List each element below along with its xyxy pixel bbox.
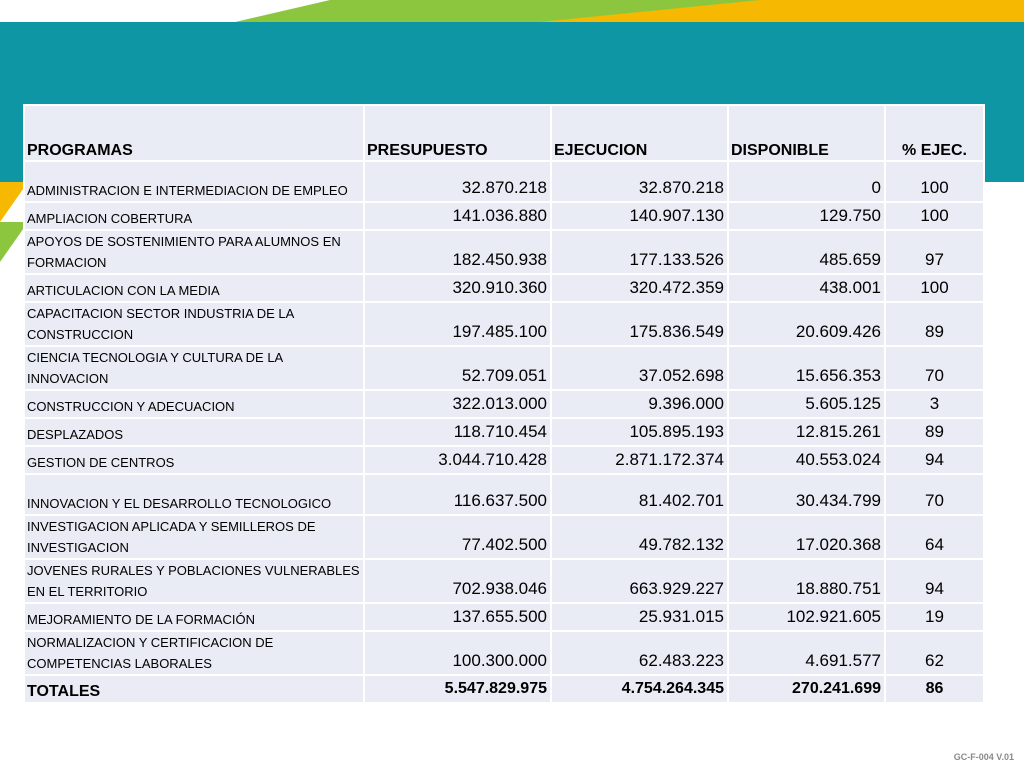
pct-cell: 100 — [885, 161, 984, 202]
disponible-cell: 12.815.261 — [728, 418, 885, 446]
total-disponible: 270.241.699 — [728, 675, 885, 703]
disponible-cell: 17.020.368 — [728, 515, 885, 559]
header-pct-ejec: % EJEC. — [885, 105, 984, 161]
ejecucion-cell: 81.402.701 — [551, 474, 728, 515]
total-pct: 86 — [885, 675, 984, 703]
disponible-cell: 5.605.125 — [728, 390, 885, 418]
ejecucion-cell: 37.052.698 — [551, 346, 728, 390]
table-row — [24, 418, 984, 446]
program-name: NORMALIZACION Y CERTIFICACION DE COMPETENCIAS LABORALES — [24, 631, 364, 675]
presupuesto-cell: 52.709.051 — [364, 346, 551, 390]
program-name: CIENCIA TECNOLOGIA Y CULTURA DE LA INNOVACION — [24, 346, 364, 390]
presupuesto-cell: 182.450.938 — [364, 230, 551, 274]
ejecucion-cell: 175.836.549 — [551, 302, 728, 346]
pct-cell: 3 — [885, 390, 984, 418]
pct-cell: 62 — [885, 631, 984, 675]
table-row — [24, 631, 984, 675]
disponible-cell: 4.691.577 — [728, 631, 885, 675]
program-name: APOYOS DE SOSTENIMIENTO PARA ALUMNOS EN FORMACION — [24, 230, 364, 274]
pct-cell: 19 — [885, 603, 984, 631]
program-name: JOVENES RURALES Y POBLACIONES VULNERABLES EN EL TERRITORIO — [24, 559, 364, 603]
disponible-cell: 485.659 — [728, 230, 885, 274]
disponible-cell: 20.609.426 — [728, 302, 885, 346]
program-name: AMPLIACION COBERTURA — [24, 202, 364, 230]
pct-cell: 100 — [885, 274, 984, 302]
ejecucion-cell: 2.871.172.374 — [551, 446, 728, 474]
table-row — [24, 559, 984, 603]
presupuesto-cell: 116.637.500 — [364, 474, 551, 515]
total-presupuesto: 5.547.829.975 — [364, 675, 551, 703]
ejecucion-cell: 320.472.359 — [551, 274, 728, 302]
presupuesto-cell: 118.710.454 — [364, 418, 551, 446]
pct-cell: 97 — [885, 230, 984, 274]
header-presupuesto: PRESUPUESTO — [364, 105, 551, 161]
ejecucion-cell: 105.895.193 — [551, 418, 728, 446]
disponible-cell: 438.001 — [728, 274, 885, 302]
table-row — [24, 390, 984, 418]
pct-cell: 89 — [885, 418, 984, 446]
table-row — [24, 161, 984, 202]
header-disponible: DISPONIBLE — [728, 105, 885, 161]
disponible-cell: 102.921.605 — [728, 603, 885, 631]
ejecucion-cell: 140.907.130 — [551, 202, 728, 230]
table-row — [24, 274, 984, 302]
table-row — [24, 302, 984, 346]
program-name: MEJORAMIENTO DE LA FORMACIÓN — [24, 603, 364, 631]
program-name: CAPACITACION SECTOR INDUSTRIA DE LA CONSTRUCCION — [24, 302, 364, 346]
table-row — [24, 346, 984, 390]
ejecucion-cell: 25.931.015 — [551, 603, 728, 631]
presupuesto-cell: 322.013.000 — [364, 390, 551, 418]
disponible-cell: 30.434.799 — [728, 474, 885, 515]
presupuesto-cell: 77.402.500 — [364, 515, 551, 559]
presupuesto-cell: 197.485.100 — [364, 302, 551, 346]
pct-cell: 94 — [885, 559, 984, 603]
disponible-cell: 40.553.024 — [728, 446, 885, 474]
table-row — [24, 202, 984, 230]
disponible-cell: 0 — [728, 161, 885, 202]
document-code: GC-F-004 V.01 — [953, 752, 1014, 762]
table-header-row — [24, 105, 984, 161]
presupuesto-cell: 3.044.710.428 — [364, 446, 551, 474]
presupuesto-cell: 137.655.500 — [364, 603, 551, 631]
presupuesto-cell: 702.938.046 — [364, 559, 551, 603]
table-row — [24, 446, 984, 474]
program-name: ADMINISTRACION E INTERMEDIACION DE EMPLEO — [24, 161, 364, 202]
header-programas: PROGRAMAS — [24, 105, 364, 161]
header-ejecucion: EJECUCION — [551, 105, 728, 161]
total-ejecucion: 4.754.264.345 — [551, 675, 728, 703]
presupuesto-cell: 320.910.360 — [364, 274, 551, 302]
program-name: INNOVACION Y EL DESARROLLO TECNOLOGICO — [24, 474, 364, 515]
ejecucion-cell: 663.929.227 — [551, 559, 728, 603]
disponible-cell: 18.880.751 — [728, 559, 885, 603]
totals-row — [24, 675, 984, 703]
program-name: ARTICULACION CON LA MEDIA — [24, 274, 364, 302]
table-row — [24, 515, 984, 559]
table-row — [24, 230, 984, 274]
ejecucion-cell: 62.483.223 — [551, 631, 728, 675]
pct-cell: 100 — [885, 202, 984, 230]
presupuesto-cell: 141.036.880 — [364, 202, 551, 230]
ejecucion-cell: 32.870.218 — [551, 161, 728, 202]
program-name: INVESTIGACION APLICADA Y SEMILLEROS DE INVESTIGACION — [24, 515, 364, 559]
ejecucion-cell: 9.396.000 — [551, 390, 728, 418]
totals-label: TOTALES — [24, 675, 364, 703]
budget-table — [23, 104, 985, 704]
disponible-cell: 129.750 — [728, 202, 885, 230]
pct-cell: 70 — [885, 474, 984, 515]
ejecucion-cell: 49.782.132 — [551, 515, 728, 559]
presupuesto-cell: 100.300.000 — [364, 631, 551, 675]
ejecucion-cell: 177.133.526 — [551, 230, 728, 274]
program-name: CONSTRUCCION Y ADECUACION — [24, 390, 364, 418]
disponible-cell: 15.656.353 — [728, 346, 885, 390]
table-row — [24, 474, 984, 515]
pct-cell: 64 — [885, 515, 984, 559]
program-name: DESPLAZADOS — [24, 418, 364, 446]
program-name: GESTION DE CENTROS — [24, 446, 364, 474]
table-row — [24, 603, 984, 631]
pct-cell: 94 — [885, 446, 984, 474]
presupuesto-cell: 32.870.218 — [364, 161, 551, 202]
pct-cell: 70 — [885, 346, 984, 390]
pct-cell: 89 — [885, 302, 984, 346]
